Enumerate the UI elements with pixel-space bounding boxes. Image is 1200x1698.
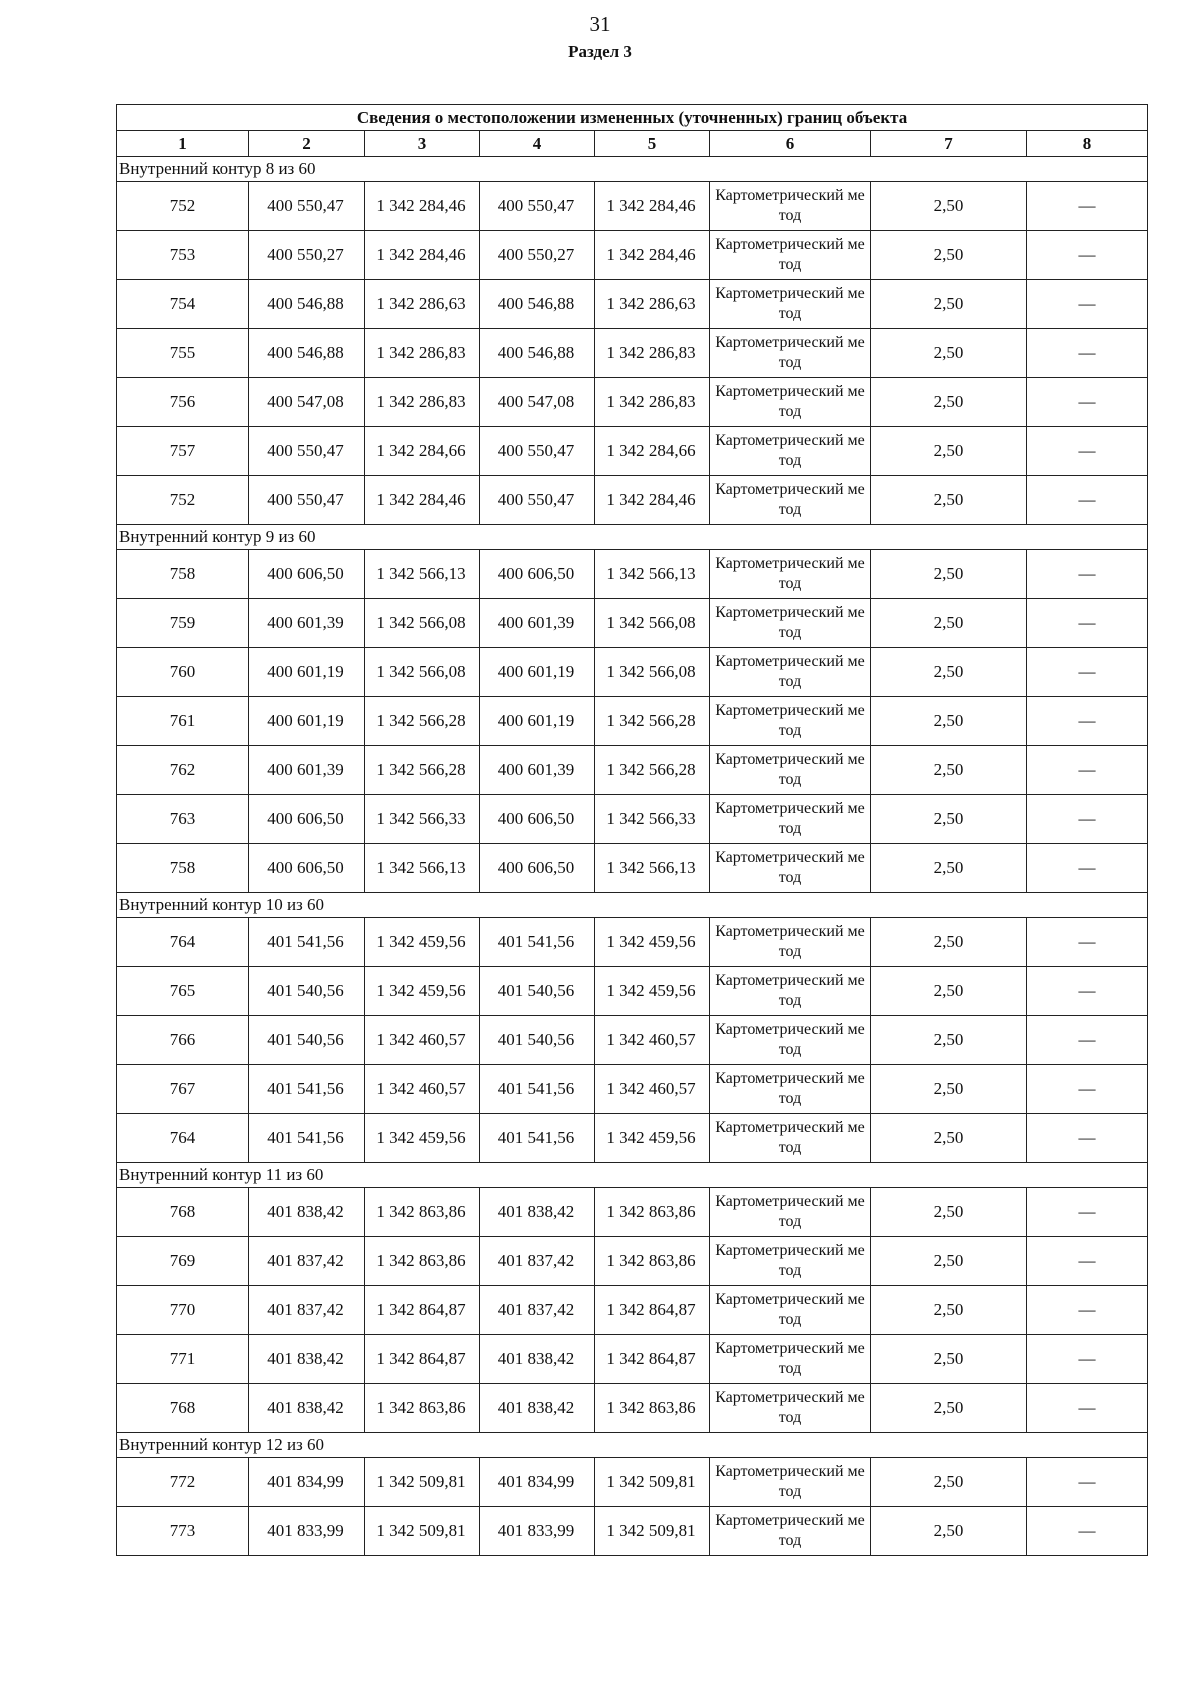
point-number-cell: 757 (117, 427, 249, 476)
method-cell: Картометрический метод (710, 427, 871, 476)
y-existing-cell: 1 342 286,63 (365, 280, 480, 329)
column-number-row (117, 131, 1148, 157)
point-number-cell: 764 (117, 918, 249, 967)
y-specified-cell: 1 342 459,56 (595, 918, 710, 967)
x-existing-cell: 401 540,56 (249, 1016, 365, 1065)
x-existing-cell: 400 601,39 (249, 599, 365, 648)
method-cell: Картометрический метод (710, 1286, 871, 1335)
method-cell: Картометрический метод (710, 967, 871, 1016)
accuracy-cell: 2,50 (871, 746, 1027, 795)
description-cell: — (1027, 1188, 1148, 1237)
y-existing-cell: 1 342 566,08 (365, 648, 480, 697)
point-number-cell: 770 (117, 1286, 249, 1335)
contour-label: Внутренний контур 11 из 60 (117, 1163, 1148, 1188)
table-row (117, 280, 1148, 329)
column-number: 8 (1027, 131, 1148, 157)
table-row (117, 1507, 1148, 1556)
accuracy-cell: 2,50 (871, 967, 1027, 1016)
description-cell: — (1027, 795, 1148, 844)
accuracy-cell: 2,50 (871, 844, 1027, 893)
y-existing-cell: 1 342 566,28 (365, 697, 480, 746)
y-existing-cell: 1 342 460,57 (365, 1065, 480, 1114)
table-row (117, 795, 1148, 844)
x-specified-cell: 400 546,88 (480, 280, 595, 329)
method-cell: Картометрический метод (710, 1114, 871, 1163)
table-row (117, 378, 1148, 427)
description-cell: — (1027, 476, 1148, 525)
table-row (117, 1335, 1148, 1384)
accuracy-cell: 2,50 (871, 476, 1027, 525)
page-number: 31 (589, 12, 611, 36)
x-existing-cell: 400 550,27 (249, 231, 365, 280)
y-existing-cell: 1 342 459,56 (365, 918, 480, 967)
point-number-cell: 753 (117, 231, 249, 280)
x-existing-cell: 401 837,42 (249, 1237, 365, 1286)
y-specified-cell: 1 342 863,86 (595, 1384, 710, 1433)
column-number: 6 (710, 131, 871, 157)
table-row (117, 1188, 1148, 1237)
description-cell: — (1027, 550, 1148, 599)
y-specified-cell: 1 342 863,86 (595, 1188, 710, 1237)
y-specified-cell: 1 342 863,86 (595, 1237, 710, 1286)
point-number-cell: 758 (117, 844, 249, 893)
x-specified-cell: 401 838,42 (480, 1335, 595, 1384)
method-cell: Картометрический метод (710, 1335, 871, 1384)
accuracy-cell: 2,50 (871, 231, 1027, 280)
method-cell: Картометрический метод (710, 378, 871, 427)
accuracy-cell: 2,50 (871, 1458, 1027, 1507)
method-cell: Картометрический метод (710, 476, 871, 525)
accuracy-cell: 2,50 (871, 1188, 1027, 1237)
y-specified-cell: 1 342 459,56 (595, 967, 710, 1016)
column-number: 4 (480, 131, 595, 157)
y-existing-cell: 1 342 566,28 (365, 746, 480, 795)
description-cell: — (1027, 967, 1148, 1016)
accuracy-cell: 2,50 (871, 648, 1027, 697)
description-cell: — (1027, 1507, 1148, 1556)
x-existing-cell: 401 540,56 (249, 967, 365, 1016)
column-number: 1 (117, 131, 249, 157)
y-existing-cell: 1 342 459,56 (365, 967, 480, 1016)
contour-label: Внутренний контур 9 из 60 (117, 525, 1148, 550)
point-number-cell: 752 (117, 182, 249, 231)
description-cell: — (1027, 844, 1148, 893)
description-cell: — (1027, 599, 1148, 648)
description-cell: — (1027, 648, 1148, 697)
y-existing-cell: 1 342 284,46 (365, 476, 480, 525)
x-specified-cell: 401 540,56 (480, 1016, 595, 1065)
point-number-cell: 752 (117, 476, 249, 525)
y-existing-cell: 1 342 459,56 (365, 1114, 480, 1163)
x-specified-cell: 401 834,99 (480, 1458, 595, 1507)
method-cell: Картометрический метод (710, 329, 871, 378)
description-cell: — (1027, 182, 1148, 231)
x-specified-cell: 400 601,19 (480, 697, 595, 746)
x-existing-cell: 400 606,50 (249, 795, 365, 844)
method-cell: Картометрический метод (710, 1507, 871, 1556)
table-row (117, 1065, 1148, 1114)
point-number-cell: 769 (117, 1237, 249, 1286)
contour-group-row (117, 525, 1148, 550)
point-number-cell: 767 (117, 1065, 249, 1114)
description-cell: — (1027, 427, 1148, 476)
accuracy-cell: 2,50 (871, 280, 1027, 329)
y-specified-cell: 1 342 566,08 (595, 648, 710, 697)
accuracy-cell: 2,50 (871, 1114, 1027, 1163)
table-row (117, 550, 1148, 599)
table-row (117, 918, 1148, 967)
x-existing-cell: 401 838,42 (249, 1335, 365, 1384)
y-existing-cell: 1 342 863,86 (365, 1237, 480, 1286)
boundary-coordinates-table (116, 104, 1148, 1556)
x-specified-cell: 400 550,47 (480, 427, 595, 476)
x-specified-cell: 401 838,42 (480, 1188, 595, 1237)
accuracy-cell: 2,50 (871, 599, 1027, 648)
x-existing-cell: 400 547,08 (249, 378, 365, 427)
contour-label: Внутренний контур 12 из 60 (117, 1433, 1148, 1458)
y-existing-cell: 1 342 509,81 (365, 1458, 480, 1507)
x-specified-cell: 400 601,39 (480, 599, 595, 648)
x-specified-cell: 400 550,47 (480, 182, 595, 231)
description-cell: — (1027, 231, 1148, 280)
x-specified-cell: 401 837,42 (480, 1237, 595, 1286)
x-existing-cell: 400 606,50 (249, 844, 365, 893)
method-cell: Картометрический метод (710, 1016, 871, 1065)
y-existing-cell: 1 342 460,57 (365, 1016, 480, 1065)
y-specified-cell: 1 342 286,83 (595, 378, 710, 427)
method-cell: Картометрический метод (710, 1065, 871, 1114)
y-existing-cell: 1 342 286,83 (365, 329, 480, 378)
x-existing-cell: 400 606,50 (249, 550, 365, 599)
x-existing-cell: 401 837,42 (249, 1286, 365, 1335)
point-number-cell: 754 (117, 280, 249, 329)
accuracy-cell: 2,50 (871, 550, 1027, 599)
point-number-cell: 759 (117, 599, 249, 648)
method-cell: Картометрический метод (710, 795, 871, 844)
table-row (117, 967, 1148, 1016)
point-number-cell: 760 (117, 648, 249, 697)
y-specified-cell: 1 342 286,83 (595, 329, 710, 378)
method-cell: Картометрический метод (710, 231, 871, 280)
x-specified-cell: 401 541,56 (480, 1065, 595, 1114)
contour-label: Внутренний контур 10 из 60 (117, 893, 1148, 918)
table-row (117, 599, 1148, 648)
x-specified-cell: 400 601,39 (480, 746, 595, 795)
method-cell: Картометрический метод (710, 1384, 871, 1433)
y-specified-cell: 1 342 864,87 (595, 1286, 710, 1335)
point-number-cell: 766 (117, 1016, 249, 1065)
x-specified-cell: 400 606,50 (480, 844, 595, 893)
y-specified-cell: 1 342 509,81 (595, 1458, 710, 1507)
description-cell: — (1027, 697, 1148, 746)
y-specified-cell: 1 342 509,81 (595, 1507, 710, 1556)
description-cell: — (1027, 1286, 1148, 1335)
x-specified-cell: 401 833,99 (480, 1507, 595, 1556)
y-existing-cell: 1 342 864,87 (365, 1286, 480, 1335)
table-row (117, 697, 1148, 746)
y-existing-cell: 1 342 863,86 (365, 1384, 480, 1433)
y-specified-cell: 1 342 460,57 (595, 1065, 710, 1114)
y-specified-cell: 1 342 566,13 (595, 550, 710, 599)
point-number-cell: 758 (117, 550, 249, 599)
y-specified-cell: 1 342 566,08 (595, 599, 710, 648)
y-specified-cell: 1 342 286,63 (595, 280, 710, 329)
accuracy-cell: 2,50 (871, 1065, 1027, 1114)
x-existing-cell: 401 541,56 (249, 1065, 365, 1114)
method-cell: Картометрический метод (710, 280, 871, 329)
table-row (117, 1016, 1148, 1065)
x-existing-cell: 400 550,47 (249, 182, 365, 231)
x-specified-cell: 401 837,42 (480, 1286, 595, 1335)
x-specified-cell: 401 541,56 (480, 918, 595, 967)
x-existing-cell: 400 601,19 (249, 648, 365, 697)
method-cell: Картометрический метод (710, 844, 871, 893)
table-body (117, 157, 1148, 1556)
method-cell: Картометрический метод (710, 1188, 871, 1237)
table-row (117, 648, 1148, 697)
description-cell: — (1027, 1458, 1148, 1507)
x-existing-cell: 401 833,99 (249, 1507, 365, 1556)
x-existing-cell: 400 550,47 (249, 427, 365, 476)
y-specified-cell: 1 342 566,13 (595, 844, 710, 893)
description-cell: — (1027, 1016, 1148, 1065)
column-number: 3 (365, 131, 480, 157)
contour-group-row (117, 893, 1148, 918)
x-specified-cell: 400 606,50 (480, 795, 595, 844)
point-number-cell: 765 (117, 967, 249, 1016)
x-existing-cell: 401 838,42 (249, 1188, 365, 1237)
description-cell: — (1027, 918, 1148, 967)
description-cell: — (1027, 746, 1148, 795)
x-existing-cell: 400 601,19 (249, 697, 365, 746)
y-existing-cell: 1 342 284,66 (365, 427, 480, 476)
x-specified-cell: 401 540,56 (480, 967, 595, 1016)
table-row (117, 427, 1148, 476)
x-existing-cell: 401 541,56 (249, 918, 365, 967)
accuracy-cell: 2,50 (871, 1286, 1027, 1335)
point-number-cell: 773 (117, 1507, 249, 1556)
accuracy-cell: 2,50 (871, 1237, 1027, 1286)
point-number-cell: 764 (117, 1114, 249, 1163)
y-specified-cell: 1 342 566,28 (595, 697, 710, 746)
x-specified-cell: 400 547,08 (480, 378, 595, 427)
y-existing-cell: 1 342 286,83 (365, 378, 480, 427)
table-row (117, 1458, 1148, 1507)
table-row (117, 476, 1148, 525)
method-cell: Картометрический метод (710, 918, 871, 967)
table-title: Сведения о местоположении измененных (уточненных) границ объекта (117, 105, 1148, 131)
table-row (117, 1286, 1148, 1335)
point-number-cell: 768 (117, 1384, 249, 1433)
contour-group-row (117, 1163, 1148, 1188)
x-specified-cell: 400 550,47 (480, 476, 595, 525)
point-number-cell: 755 (117, 329, 249, 378)
y-specified-cell: 1 342 460,57 (595, 1016, 710, 1065)
x-existing-cell: 401 541,56 (249, 1114, 365, 1163)
table-row (117, 329, 1148, 378)
accuracy-cell: 2,50 (871, 1335, 1027, 1384)
method-cell: Картометрический метод (710, 1237, 871, 1286)
description-cell: — (1027, 329, 1148, 378)
point-number-cell: 763 (117, 795, 249, 844)
y-existing-cell: 1 342 566,13 (365, 844, 480, 893)
x-specified-cell: 400 550,27 (480, 231, 595, 280)
method-cell: Картометрический метод (710, 697, 871, 746)
x-existing-cell: 401 838,42 (249, 1384, 365, 1433)
column-number: 7 (871, 131, 1027, 157)
table-row (117, 746, 1148, 795)
y-specified-cell: 1 342 566,28 (595, 746, 710, 795)
accuracy-cell: 2,50 (871, 1384, 1027, 1433)
y-specified-cell: 1 342 566,33 (595, 795, 710, 844)
accuracy-cell: 2,50 (871, 182, 1027, 231)
point-number-cell: 756 (117, 378, 249, 427)
contour-group-row (117, 1433, 1148, 1458)
description-cell: — (1027, 1335, 1148, 1384)
x-existing-cell: 400 601,39 (249, 746, 365, 795)
column-number: 5 (595, 131, 710, 157)
point-number-cell: 771 (117, 1335, 249, 1384)
point-number-cell: 768 (117, 1188, 249, 1237)
table-row (117, 844, 1148, 893)
method-cell: Картометрический метод (710, 1458, 871, 1507)
x-existing-cell: 400 546,88 (249, 280, 365, 329)
table-row (117, 182, 1148, 231)
y-existing-cell: 1 342 509,81 (365, 1507, 480, 1556)
y-specified-cell: 1 342 284,46 (595, 476, 710, 525)
y-specified-cell: 1 342 284,46 (595, 231, 710, 280)
description-cell: — (1027, 1114, 1148, 1163)
y-specified-cell: 1 342 864,87 (595, 1335, 710, 1384)
method-cell: Картометрический метод (710, 182, 871, 231)
description-cell: — (1027, 1237, 1148, 1286)
y-specified-cell: 1 342 284,66 (595, 427, 710, 476)
accuracy-cell: 2,50 (871, 378, 1027, 427)
point-number-cell: 762 (117, 746, 249, 795)
description-cell: — (1027, 280, 1148, 329)
table-row (117, 231, 1148, 280)
description-cell: — (1027, 1065, 1148, 1114)
description-cell: — (1027, 1384, 1148, 1433)
x-specified-cell: 401 838,42 (480, 1384, 595, 1433)
accuracy-cell: 2,50 (871, 1016, 1027, 1065)
point-number-cell: 761 (117, 697, 249, 746)
y-existing-cell: 1 342 863,86 (365, 1188, 480, 1237)
accuracy-cell: 2,50 (871, 918, 1027, 967)
method-cell: Картометрический метод (710, 648, 871, 697)
x-specified-cell: 400 601,19 (480, 648, 595, 697)
table-row (117, 1114, 1148, 1163)
y-existing-cell: 1 342 566,13 (365, 550, 480, 599)
point-number-cell: 772 (117, 1458, 249, 1507)
accuracy-cell: 2,50 (871, 697, 1027, 746)
y-specified-cell: 1 342 459,56 (595, 1114, 710, 1163)
y-existing-cell: 1 342 566,33 (365, 795, 480, 844)
x-existing-cell: 400 546,88 (249, 329, 365, 378)
x-specified-cell: 400 606,50 (480, 550, 595, 599)
x-specified-cell: 401 541,56 (480, 1114, 595, 1163)
table-row (117, 1384, 1148, 1433)
accuracy-cell: 2,50 (871, 427, 1027, 476)
accuracy-cell: 2,50 (871, 329, 1027, 378)
accuracy-cell: 2,50 (871, 795, 1027, 844)
y-specified-cell: 1 342 284,46 (595, 182, 710, 231)
section-title: Раздел 3 (568, 42, 632, 61)
table-row (117, 1237, 1148, 1286)
x-specified-cell: 400 546,88 (480, 329, 595, 378)
contour-label: Внутренний контур 8 из 60 (117, 157, 1148, 182)
x-existing-cell: 401 834,99 (249, 1458, 365, 1507)
y-existing-cell: 1 342 864,87 (365, 1335, 480, 1384)
y-existing-cell: 1 342 566,08 (365, 599, 480, 648)
y-existing-cell: 1 342 284,46 (365, 231, 480, 280)
column-number: 2 (249, 131, 365, 157)
accuracy-cell: 2,50 (871, 1507, 1027, 1556)
y-existing-cell: 1 342 284,46 (365, 182, 480, 231)
x-existing-cell: 400 550,47 (249, 476, 365, 525)
method-cell: Картометрический метод (710, 599, 871, 648)
method-cell: Картометрический метод (710, 746, 871, 795)
method-cell: Картометрический метод (710, 550, 871, 599)
contour-group-row (117, 157, 1148, 182)
description-cell: — (1027, 378, 1148, 427)
